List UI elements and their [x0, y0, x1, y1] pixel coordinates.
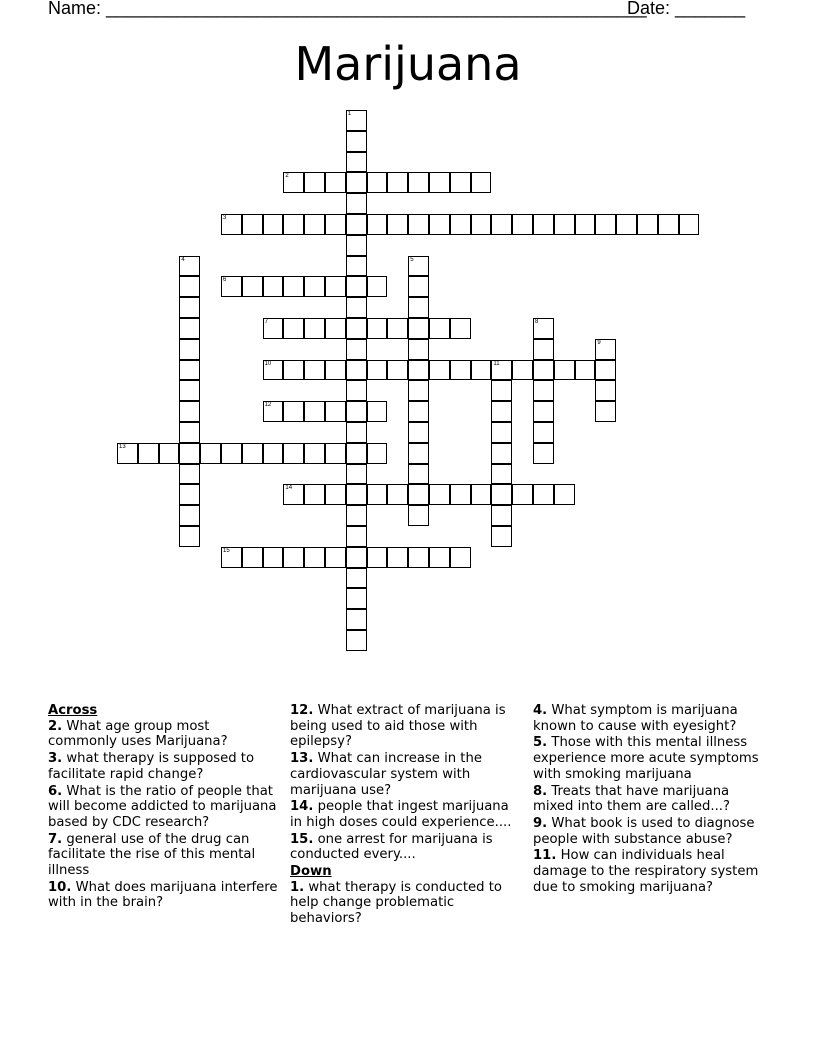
clue-number: 3. [48, 751, 63, 767]
crossword-cell [221, 443, 242, 464]
crossword-cell [346, 609, 367, 630]
crossword-cell [450, 360, 471, 381]
clue-number: 13. [290, 751, 314, 767]
crossword-cell [346, 235, 367, 256]
crossword-cell [138, 443, 159, 464]
crossword-cell [346, 464, 367, 485]
crossword-cell [179, 360, 200, 381]
crossword-cell [346, 588, 367, 609]
clue-number: 12. [290, 703, 314, 718]
date-field-label: Date: _______ [627, 0, 746, 18]
crossword-cell [512, 214, 533, 235]
crossword-cell [346, 422, 367, 443]
crossword-cell [491, 360, 512, 381]
crossword-cell [304, 547, 325, 568]
clue-number-label: 12 [264, 402, 272, 409]
clue-number: 9. [533, 815, 548, 831]
crossword-cell [179, 401, 200, 422]
crossword-cell [429, 172, 450, 193]
crossword-cell [450, 172, 471, 193]
clue-across-3 [48, 751, 280, 782]
crossword-cell [179, 526, 200, 547]
crossword-cell [554, 214, 575, 235]
crossword-cell [304, 360, 325, 381]
clue-number-label: 2 [285, 173, 289, 180]
crossword-cell [304, 318, 325, 339]
crossword-cell [346, 276, 367, 297]
clue-number-label: 7 [264, 319, 268, 325]
clue-number-label: 15 [223, 547, 230, 554]
crossword-cell [429, 484, 450, 505]
crossword-cell [408, 297, 429, 318]
crossword-cell [283, 276, 304, 297]
crossword-cell [346, 214, 367, 235]
crossword-cell [367, 547, 388, 568]
crossword-cell [221, 276, 242, 297]
crossword-cell [325, 318, 346, 339]
clue-number-label: 8 [535, 319, 539, 325]
crossword-cell [283, 547, 304, 568]
clue-down-4 [533, 703, 765, 734]
clue-across-14 [290, 799, 522, 830]
crossword-cell [367, 214, 388, 235]
crossword-cell [408, 339, 429, 360]
clue-across-2 [48, 719, 280, 750]
clue-text: What does marijuana interfere with in the brain? [48, 879, 278, 911]
crossword-cell [533, 443, 554, 464]
crossword-cell [325, 547, 346, 568]
crossword-cell [346, 568, 367, 589]
crossword-cell [367, 484, 388, 505]
clue-number: 14. [290, 799, 314, 815]
crossword-cell [533, 214, 554, 235]
clue-text: What symptom is marijuana known to cause with eyesight? [533, 703, 738, 734]
crossword-cell [242, 547, 263, 568]
crossword-cell [533, 339, 554, 360]
clues-column-1 [48, 703, 280, 912]
clue-text: What age group most commonly uses Marijuana? [48, 718, 228, 750]
crossword-cell [491, 484, 512, 505]
crossword-cell [263, 360, 284, 381]
crossword-cell [179, 505, 200, 526]
crossword-cell [450, 547, 471, 568]
crossword-cell [346, 484, 367, 505]
crossword-cell [221, 214, 242, 235]
crossword-cell [325, 172, 346, 193]
crossword-cell [263, 318, 284, 339]
crossword-cell [179, 443, 200, 464]
crossword-cell [325, 276, 346, 297]
crossword-cell [408, 547, 429, 568]
crossword-cell [533, 380, 554, 401]
crossword-cell [491, 443, 512, 464]
crossword-cell [595, 360, 616, 381]
clues-column-3 [533, 703, 765, 896]
crossword-cell [283, 172, 304, 193]
crossword-cell [408, 380, 429, 401]
crossword-cell [304, 276, 325, 297]
crossword-cell [242, 276, 263, 297]
crossword-cell [179, 297, 200, 318]
clue-number: 5. [533, 735, 548, 751]
crossword-cell [387, 360, 408, 381]
crossword-cell [263, 547, 284, 568]
clue-number: 1. [290, 879, 305, 895]
crossword-cell [387, 547, 408, 568]
crossword-cell [429, 547, 450, 568]
clue-number-label: 4 [181, 256, 185, 263]
crossword-cell [325, 401, 346, 422]
crossword-cell [367, 360, 388, 381]
crossword-cell [283, 484, 304, 505]
crossword-cell [408, 318, 429, 339]
clue-text: one arrest for marijuana is conducted every.... [290, 831, 493, 863]
crossword-cell [512, 360, 533, 381]
clue-text: How can individuals heal damage to the respiratory system due to smoking marijuana? [533, 848, 759, 895]
crossword-cell [346, 339, 367, 360]
crossword-cell [346, 526, 367, 547]
clue-down-11 [533, 848, 765, 895]
crossword-cell [595, 401, 616, 422]
crossword-cell [471, 214, 492, 235]
clue-down-5 [533, 735, 765, 782]
crossword-cell [283, 443, 304, 464]
clue-number-label: 6 [223, 277, 227, 284]
clue-text: What can increase in the cardiovascular system with marijuana use? [290, 751, 482, 798]
crossword-cell [367, 443, 388, 464]
crossword-cell [408, 443, 429, 464]
crossword-cell [117, 443, 138, 464]
crossword-cell [471, 172, 492, 193]
crossword-cell [346, 401, 367, 422]
clue-text: general use of the drug can facilitate the rise of this mental illness [48, 831, 256, 879]
crossword-cell [179, 276, 200, 297]
crossword-cell [283, 318, 304, 339]
crossword-cell [242, 214, 263, 235]
crossword-cell [554, 360, 575, 381]
crossword-cell [367, 318, 388, 339]
clue-number-label: 5 [410, 256, 414, 263]
crossword-cell [179, 422, 200, 443]
name-field-label: Name: ______________________________________________________ [48, 0, 647, 18]
crossword-cell [325, 443, 346, 464]
crossword-cell [408, 422, 429, 443]
crossword-cell [491, 380, 512, 401]
crossword-cell [429, 360, 450, 381]
crossword-cell [179, 484, 200, 505]
crossword-cell [346, 193, 367, 214]
crossword-cell [408, 276, 429, 297]
crossword-cell [179, 256, 200, 277]
crossword-cell [263, 401, 284, 422]
crossword-cell [346, 297, 367, 318]
crossword-cell [283, 401, 304, 422]
crossword-cell [554, 484, 575, 505]
clue-down-9 [533, 816, 765, 847]
clue-number: 11. [533, 848, 557, 864]
clue-text: What extract of marijuana is being used to aid those with epilepsy? [290, 703, 506, 750]
crossword-cell [450, 484, 471, 505]
crossword-cell [616, 214, 637, 235]
clue-number: 2. [48, 718, 63, 734]
crossword-cell [491, 401, 512, 422]
crossword-cell [304, 401, 325, 422]
clue-number: 10. [48, 879, 72, 895]
crossword-cell [179, 339, 200, 360]
clue-text: What is the ratio of people that will become addicted to marijuana based by CDC research? [48, 783, 277, 830]
clue-number-label: 3 [223, 215, 227, 221]
crossword-cell [263, 276, 284, 297]
crossword-cell [471, 484, 492, 505]
crossword-cell [408, 214, 429, 235]
clue-text: Treats that have marijuana mixed into them are called...? [533, 783, 730, 815]
crossword-cell [575, 214, 596, 235]
clue-across-15 [290, 832, 522, 863]
puzzle-title: Marijuana [294, 37, 522, 91]
crossword-cell [325, 360, 346, 381]
down-heading: Down [290, 864, 332, 880]
crossword-cell [491, 526, 512, 547]
clue-number: 4. [533, 703, 548, 718]
clue-number-label: 13 [119, 443, 126, 450]
crossword-cell [408, 505, 429, 526]
crossword-cell [346, 630, 367, 651]
crossword-cell [408, 464, 429, 485]
clue-number: 7. [48, 831, 63, 847]
crossword-cell [283, 214, 304, 235]
crossword-cell [450, 214, 471, 235]
clue-across-13 [290, 751, 522, 798]
clue-number: 8. [533, 783, 548, 799]
clue-text: What book is used to diagnose people with substance abuse? [533, 815, 755, 847]
crossword-cell [263, 443, 284, 464]
crossword-cell [325, 214, 346, 235]
clue-number-label: 9 [597, 339, 601, 346]
crossword-cell [387, 214, 408, 235]
crossword-cell [346, 547, 367, 568]
crossword-cell [491, 214, 512, 235]
crossword-cell [367, 172, 388, 193]
crossword-cell [450, 318, 471, 339]
crossword-cell [408, 172, 429, 193]
crossword-cell [304, 172, 325, 193]
crossword-cell [179, 380, 200, 401]
clue-across-6 [48, 784, 280, 831]
crossword-cell [325, 484, 346, 505]
crossword-cell [242, 443, 263, 464]
crossword-cell [637, 214, 658, 235]
crossword-cell [658, 214, 679, 235]
crossword-cell [491, 464, 512, 485]
crossword-cell [408, 484, 429, 505]
crossword-cell [263, 214, 284, 235]
clue-across-10 [48, 880, 280, 911]
crossword-cell [346, 360, 367, 381]
clue-text: what therapy is supposed to facilitate rapid change? [48, 751, 255, 782]
crossword-cell [408, 401, 429, 422]
crossword-cell [346, 131, 367, 152]
crossword-cell [221, 547, 242, 568]
crossword-cell [346, 443, 367, 464]
crossword-cell [533, 360, 554, 381]
crossword-cell [533, 318, 554, 339]
crossword-cell [346, 318, 367, 339]
crossword-cell [387, 484, 408, 505]
crossword-cell [346, 152, 367, 173]
crossword-cell [408, 256, 429, 277]
clue-number: 15. [290, 831, 314, 847]
crossword-cell [533, 401, 554, 422]
crossword-cell [595, 339, 616, 360]
clue-across-7 [48, 832, 280, 879]
crossword-cell [471, 360, 492, 381]
crossword-cell [533, 422, 554, 443]
clues-column-2 [290, 703, 522, 928]
crossword-cell [200, 443, 221, 464]
crossword-cell [304, 443, 325, 464]
across-heading: Across [48, 703, 98, 718]
crossword-cell [575, 360, 596, 381]
clue-number-label: 1 [347, 111, 352, 117]
crossword-cell [595, 380, 616, 401]
clue-text: people that ingest marijuana in high doses could experience.... [290, 799, 512, 830]
crossword-cell [346, 172, 367, 193]
clue-number-label: 10 [264, 360, 272, 367]
crossword-cell [304, 214, 325, 235]
crossword-cell [491, 505, 512, 526]
clue-number-label: 14 [285, 485, 293, 492]
crossword-cell [512, 484, 533, 505]
crossword-cell [387, 172, 408, 193]
crossword-cell [179, 318, 200, 339]
crossword-cell [179, 464, 200, 485]
crossword-cell [304, 484, 325, 505]
crossword-cell [283, 360, 304, 381]
crossword-cell [387, 318, 408, 339]
crossword-cell [346, 256, 367, 277]
crossword-cell [491, 422, 512, 443]
crossword-cell [367, 276, 388, 297]
crossword-cell [346, 505, 367, 526]
crossword-cell [159, 443, 180, 464]
clue-down-8 [533, 784, 765, 815]
clue-down-1 [290, 880, 522, 927]
clue-number-label: 11 [493, 360, 500, 367]
crossword-cell [429, 214, 450, 235]
crossword-cell [367, 401, 388, 422]
crossword-cell [429, 318, 450, 339]
crossword-cell [346, 110, 367, 131]
clue-text: what therapy is conducted to help change problematic behaviors? [290, 879, 502, 927]
crossword-cell [346, 380, 367, 401]
clue-number: 6. [48, 783, 63, 799]
crossword-cell [533, 484, 554, 505]
clue-across-12 [290, 703, 522, 750]
crossword-cell [595, 214, 616, 235]
crossword-cell [408, 360, 429, 381]
clue-text: Those with this mental illness experience more acute symptoms with smoking marijuana [533, 735, 759, 782]
crossword-cell [679, 214, 700, 235]
